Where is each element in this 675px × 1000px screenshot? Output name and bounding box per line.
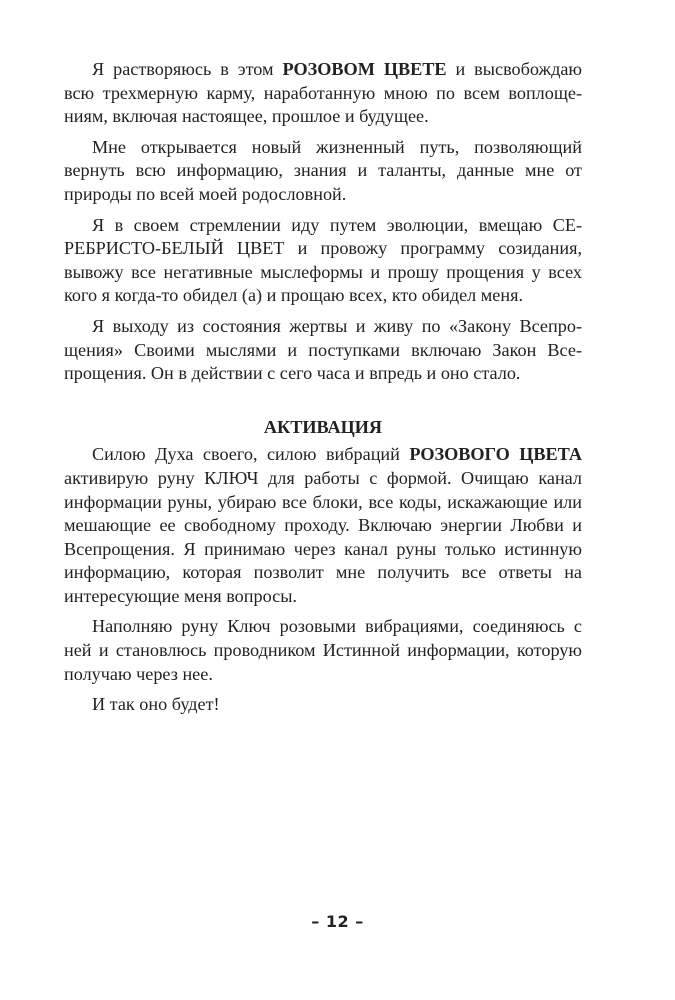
page-number: – 12 – bbox=[311, 912, 364, 931]
text-run: активирую руну КЛЮЧ для работы с формой. Очищаю канал информации руны, убираю все блоки, все коды, искажающие или мешающие ее свободному проходу. Включаю энергии Любви и Всепрощения. Я принимаю через канал руны только истинную информацию, которая позволит мне получить все ответы на интересующие меня вопросы. bbox=[64, 467, 582, 606]
paragraph bbox=[64, 615, 582, 686]
paragraph bbox=[64, 443, 582, 608]
text-run: Силою Духа своего, силою вибраций bbox=[92, 444, 410, 465]
page-content bbox=[64, 58, 582, 724]
text-run: Я растворяюсь в этом bbox=[92, 59, 283, 79]
text-run: И так оно будет! bbox=[92, 694, 220, 715]
section-heading: АКТИВАЦИЯ bbox=[263, 416, 383, 437]
paragraph bbox=[64, 136, 582, 207]
bold-text: РОЗОВОГО ЦВЕТА bbox=[409, 444, 582, 465]
text-run: Я выходу из состояния жертвы и живу по «Закону Всепрощения» Своими мыслями и поступками включаю Закон Всепрощения. Он в действии с сего часа и впредь и оно стало. bbox=[64, 315, 582, 384]
paragraph bbox=[64, 214, 582, 308]
text-run: Наполняю руну Ключ розовыми вибрациями, соединяюсь с ней и становлюсь проводником Истинной информации, которую получаю через нее. bbox=[64, 616, 582, 684]
paragraphs-top bbox=[64, 58, 582, 386]
bold-text: РОЗОВОМ ЦВЕТЕ bbox=[282, 59, 447, 79]
text-run: Мне открывается новый жизненный путь, позволяющий вернуть всю информацию, знания и таланты, данные мне от природы по всей моей родословной. bbox=[64, 136, 582, 204]
text-run: Я в своем стремлении иду путем эволюции, вмещаю СЕРЕБРИСТО-БЕЛЫЙ ЦВЕТ и провожу программу созидания, вывожу все негативные мыслеформы и прошу прощения у всех кого я когда-то обидел (а) и прощаю всех, кто обидел меня. bbox=[64, 214, 582, 306]
paragraph bbox=[64, 693, 582, 717]
paragraph bbox=[64, 315, 582, 386]
paragraphs-bottom bbox=[64, 443, 582, 717]
text-run: и высвобождаю всю трехмерную карму, наработанную мною по всем воплощениям, включая настоящее, прошлое и будущее. bbox=[64, 59, 582, 127]
paragraph bbox=[64, 58, 582, 129]
